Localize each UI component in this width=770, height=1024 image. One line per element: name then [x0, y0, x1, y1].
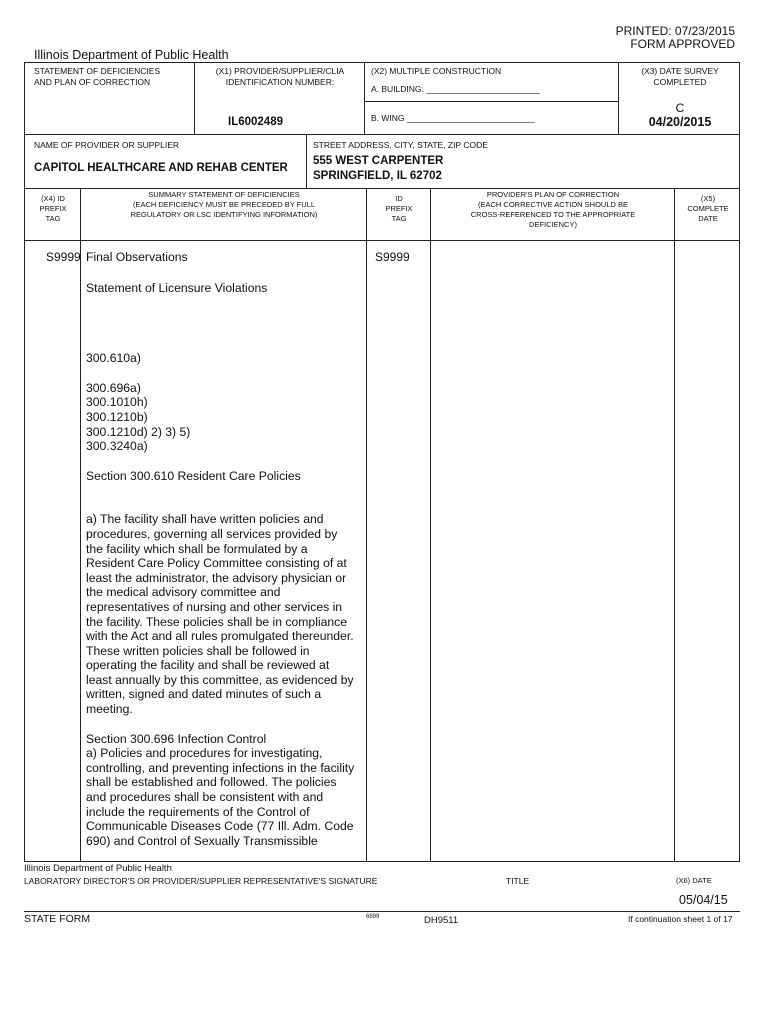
- wing-field: B. WING ___________________________: [371, 113, 535, 123]
- provider-name: CAPITOL HEALTHCARE AND REHAB CENTER: [34, 162, 288, 174]
- footer-agency: Illinois Department of Public Health: [24, 863, 172, 874]
- address-label: STREET ADDRESS, CITY, STATE, ZIP CODE: [313, 140, 488, 150]
- building-field: A. BUILDING: ________________________: [371, 84, 540, 94]
- x1-id-number: IL6002489: [228, 116, 283, 128]
- form-approved: FORM APPROVED: [630, 37, 735, 51]
- x3-label: (X3) DATE SURVEY COMPLETED: [641, 66, 719, 87]
- regulation-code: 300.610a): [86, 351, 141, 366]
- statement-label: STATEMENT OF DEFICIENCIES AND PLAN OF CORRECTION: [34, 66, 161, 87]
- printed-date: PRINTED: 07/23/2015: [615, 24, 735, 38]
- form-code-6899: 6899: [366, 914, 380, 920]
- x5-header: (X5) COMPLETE DATE: [687, 194, 729, 223]
- section-610-paragraph: a) The facility shall have written policies and procedures, governing all services provided by the facility which shall be formulated by a Resident Care Policy Committee consisting of at least the administrator, the advisory physician or the medical advisory committee and representatives of nursing and other services in the facility. These policies shall be in compliance with the Act and all rules promulgated thereunder. These written policies shall be followed in operating the facility and shall be reviewed at least annually by this committee, as evidenced by written, signed and dated minutes of such a meeting.: [86, 512, 354, 717]
- continuation-sheet: If continuation sheet 1 of 17: [628, 914, 733, 924]
- id-prefix-header: ID PREFIX TAG: [385, 194, 413, 223]
- prefix-tag-left: S9999: [46, 250, 81, 264]
- deficiency-text: [86, 250, 366, 848]
- state-form-label: STATE FORM: [24, 913, 91, 925]
- signature-date: 05/04/15: [679, 893, 728, 907]
- agency-name: Illinois Department of Public Health: [34, 48, 229, 62]
- form-id: DH9511: [424, 915, 459, 926]
- plan-header: PROVIDER'S PLAN OF CORRECTION (EACH CORRECTIVE ACTION SHOULD BE CROSS-REFERENCED TO THE APPROPRIATE DEFICIENCY): [470, 190, 636, 229]
- regulation-codes: 300.696a) 300.1010h) 300.1210b) 300.1210d) 2) 3) 5) 300.3240a): [86, 380, 191, 454]
- x3-date: 04/20/2015: [648, 115, 712, 129]
- provider-name-label: NAME OF PROVIDER OR SUPPLIER: [34, 140, 179, 150]
- x6-date-label: (X6) DATE: [676, 876, 712, 885]
- city-state-zip: SPRINGFIELD, IL 62702: [313, 170, 442, 182]
- x3-code: C: [675, 101, 685, 115]
- deficiency-subtitle: Statement of Licensure Violations: [86, 280, 268, 295]
- title-label: TITLE: [506, 876, 530, 886]
- summary-header: SUMMARY STATEMENT OF DEFICIENCIES (EACH DEFICIENCY MUST BE PRECEDED BY FULL REGULATORY OR LSC IDENTIFYING INFORMATION): [130, 190, 318, 219]
- x4-header: (X4) ID PREFIX TAG: [39, 194, 67, 223]
- deficiency-title: Final Observations: [86, 250, 188, 264]
- prefix-tag-right: S9999: [375, 250, 410, 264]
- signature-label: LABORATORY DIRECTOR'S OR PROVIDER/SUPPLIER REPRESENTATIVE'S SIGNATURE: [24, 876, 378, 886]
- section-696-paragraph: Section 300.696 Infection Control a) Policies and procedures for investigating, controlling, and preventing infections in the facility shall be established and followed. The policies and procedures shall be consistent with and include the requirements of the Control of Communicable Diseases Code (77 Ill. Adm. Code 690) and Control of Sexually Transmissible: [86, 731, 355, 848]
- x1-label: (X1) PROVIDER/SUPPLIER/CLIA IDENTIFICATION NUMBER:: [215, 66, 345, 87]
- section-610-heading: Section 300.610 Resident Care Policies: [86, 468, 301, 483]
- x2-label: (X2) MULTIPLE CONSTRUCTION: [371, 66, 502, 76]
- street-address: 555 WEST CARPENTER: [313, 155, 444, 167]
